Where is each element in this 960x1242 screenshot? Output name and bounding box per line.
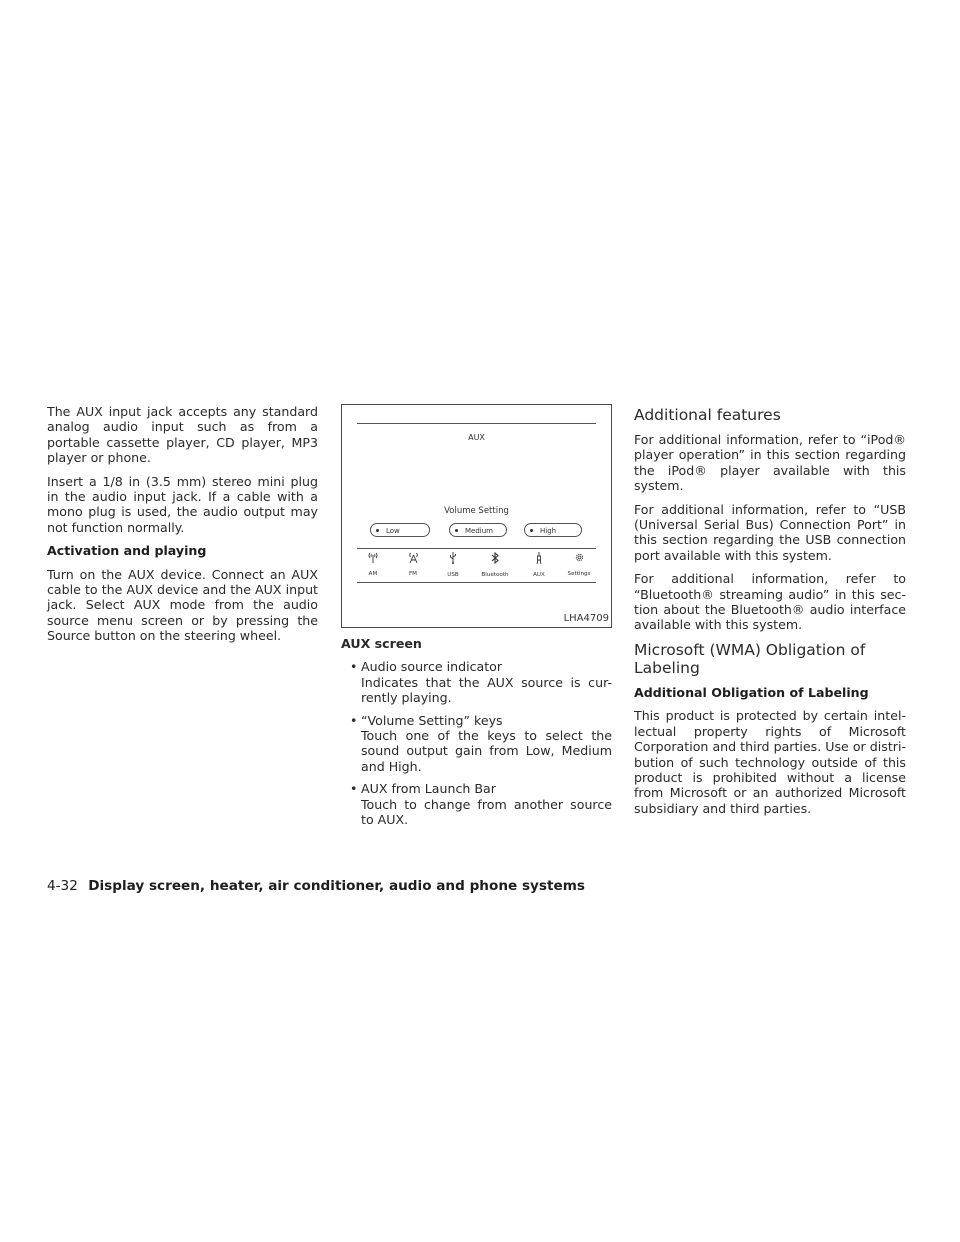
launch-bar xyxy=(357,552,596,582)
callout-item: • AUX from Launch Bar Touch to change from another source to AUX. xyxy=(350,781,612,828)
right-column xyxy=(634,404,906,824)
dot-icon xyxy=(455,529,458,532)
intro-paragraph-1: The AUX input jack accepts any standard analog audio input such as from a portable cassette player, CD player, MP3 player or phone. xyxy=(47,404,318,466)
gear-icon xyxy=(559,552,599,567)
audio-source-indicator: AUX xyxy=(468,433,485,442)
callout-item: • “Volume Setting” keys Touch one of the keys to select the sound output gain from Low, Medium and High. xyxy=(350,712,612,774)
intro-paragraph-2: Insert a 1/8 in (3.5 mm) stereo mini plug in the audio input jack. If a cable with a mono plug is used, the audio output may not function normally. xyxy=(47,473,318,535)
microsoft-paragraph: This product is protected by certain intel-lectual property rights of Microsoft Corporation and third parties. Use or distri-bution of such technology outside of this product is prohibited without a license from Microsoft or an authorized Microsoft subsidiary and third parties. xyxy=(634,708,906,816)
callout-list xyxy=(341,659,612,827)
chapter-title: Display screen, heater, air conditioner, audio and phone systems xyxy=(88,878,585,894)
fm-antenna-icon xyxy=(393,552,433,567)
additional-paragraph-2: For additional information, refer to “USB (Universal Serial Bus) Connection Port” in this section regarding the USB connection port available with this system. xyxy=(634,501,906,563)
radio-antenna-icon xyxy=(353,552,393,567)
volume-setting-title: Volume Setting xyxy=(444,506,509,516)
launch-item-am: AM xyxy=(353,552,393,578)
volume-low-key: Low xyxy=(370,523,430,537)
dot-icon xyxy=(530,529,533,532)
volume-medium-key: Medium xyxy=(449,523,507,537)
launch-item-aux: AUX xyxy=(519,552,559,579)
additional-paragraph-3: For additional information, refer to “Bluetooth® streaming audio” in this sec-tion about the Bluetooth® audio interface available with this system. xyxy=(634,571,906,633)
additional-paragraph-1: For additional information, refer to “iPod® player operation” in this section regarding the iPod® player available with this system. xyxy=(634,432,906,494)
figure-code: LHA4709 xyxy=(563,612,609,624)
dot-icon xyxy=(376,529,379,532)
aux-screen-illustration xyxy=(357,423,596,583)
bluetooth-icon xyxy=(475,552,515,568)
labeling-subheading: Additional Obligation of Labeling xyxy=(634,684,869,700)
figure-caption: AUX screen xyxy=(341,636,422,651)
launch-bar-divider xyxy=(357,548,596,549)
aux-screen-figure xyxy=(341,404,612,628)
launch-item-usb: USB xyxy=(433,552,473,579)
launch-item-settings: Settings xyxy=(559,552,599,578)
page-footer xyxy=(47,878,585,894)
activation-paragraph: Turn on the AUX device. Connect an AUX cable to the AUX device and the AUX input jack. Select AUX mode from the audio source menu screen or by pressing the Source button on the steering wheel. xyxy=(47,566,318,644)
middle-column xyxy=(341,404,612,834)
launch-item-bluetooth: Bluetooth xyxy=(475,552,515,579)
volume-high-key: High xyxy=(524,523,582,537)
activation-heading: Activation and playing xyxy=(47,543,207,559)
page-number: 4-32 xyxy=(47,878,78,894)
usb-icon xyxy=(433,552,473,568)
additional-features-heading: Additional features xyxy=(634,406,781,424)
left-column xyxy=(47,404,318,652)
launch-item-fm: FM xyxy=(393,552,433,578)
aux-plug-icon xyxy=(519,552,559,568)
microsoft-heading: Microsoft (WMA) Obligation of Labeling xyxy=(634,640,866,677)
callout-item: • Audio source indicator Indicates that the AUX source is cur-rently playing. xyxy=(350,659,612,706)
